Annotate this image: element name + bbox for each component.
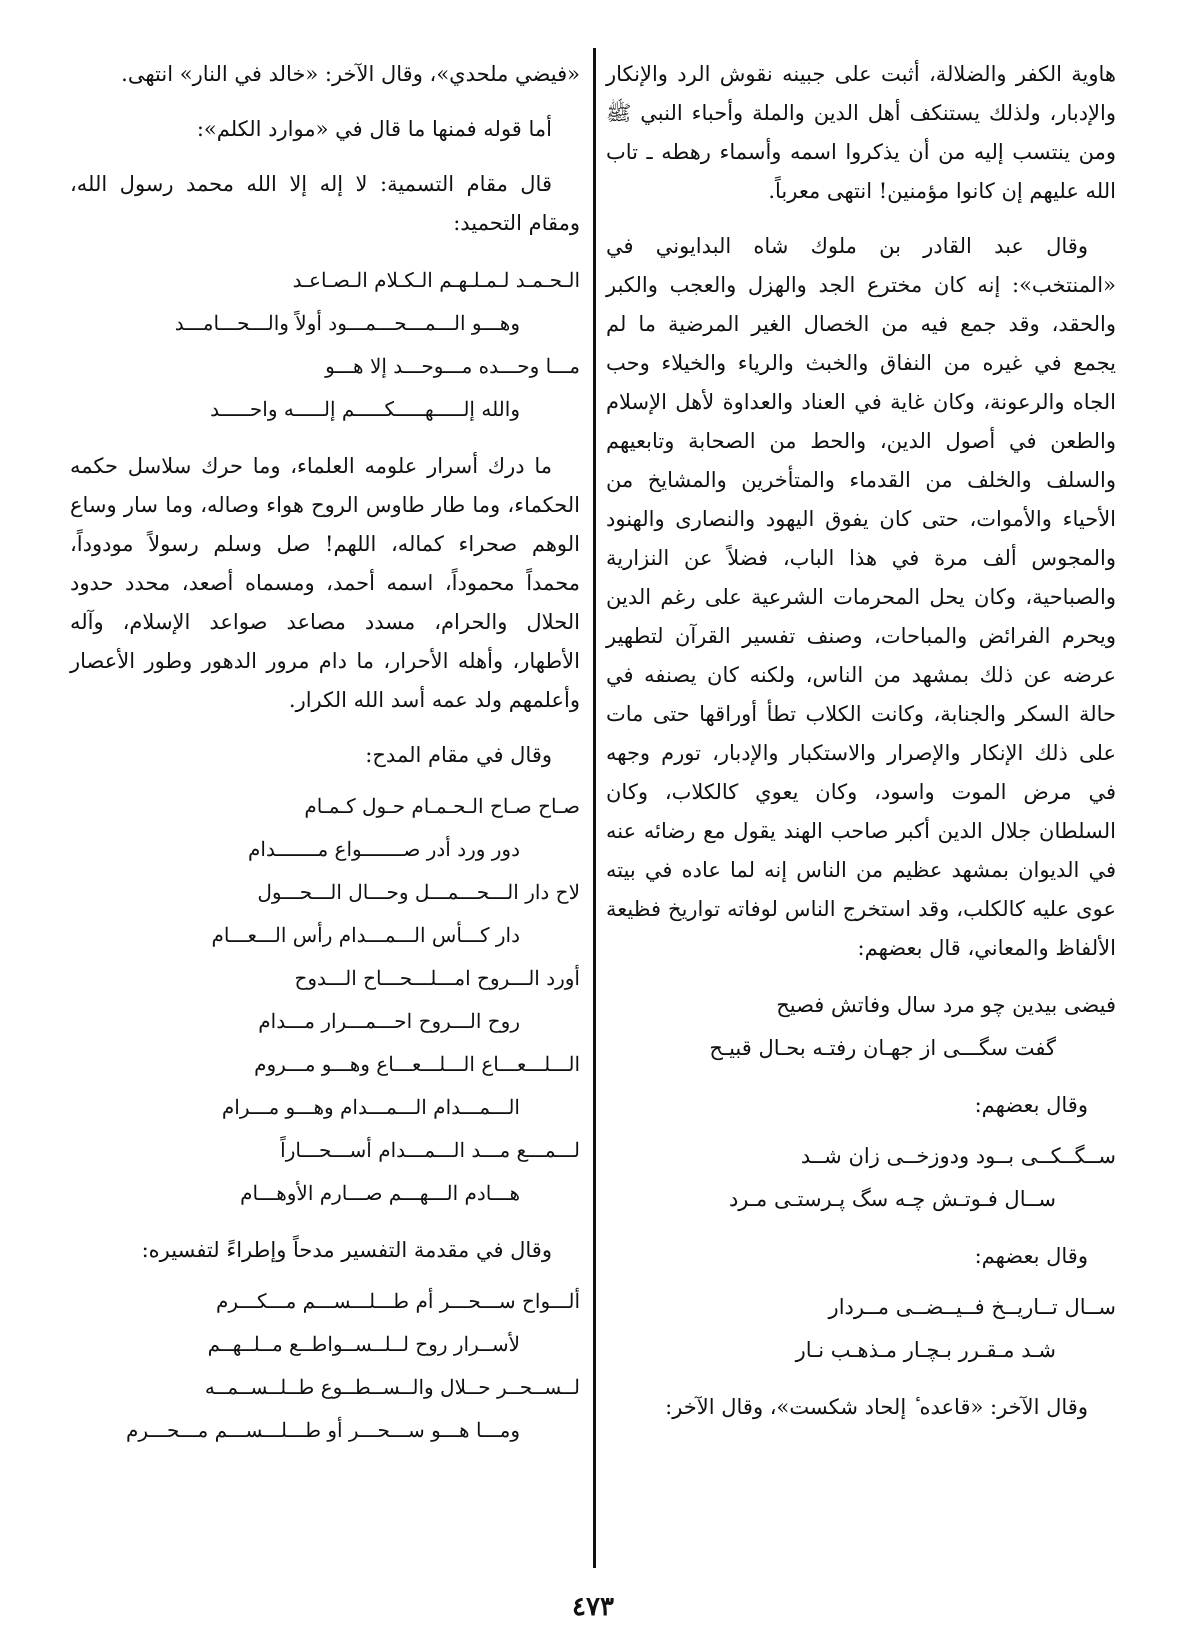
- verse-line: ســال تــاريــخ فــيــضــى مــردار: [828, 1295, 1116, 1319]
- verse-line: گفت سگـــى از جهـان رفتـه بحـال قبيـح: [709, 1036, 1056, 1060]
- section-heading: وقال في مقدمة التفسير مدحاً وإطراءً لتفسيره:: [141, 1238, 552, 1262]
- paragraph: ما درك أسرار علومه العلماء، وما حرك سلاسل حكمه الحكماء، وما طار طاوس الروح هواء وصاله، وما سار وساع الوهم صحراء كماله، اللهم! صل وسلم رسولاً مودوداً، محمداً محموداً، اسمه أحمد، ومسماه أصعد، محدد حدود الحلال والحرام، مسدد مصاعد صواعد الإسلام، وآله الأطهار، وأهله الأحرار، ما دام مرور الدهور وطور الأعصار وأعلمهم ولد عمه أسد الله الكرار.: [70, 454, 580, 712]
- verse-line: صـاح صـاح الـحـمـام حـول كـمـام: [304, 794, 580, 818]
- verse-line: لأســرار روح لــلــســواطــع مــلــهــم: [207, 1332, 520, 1356]
- verse-line: مـــا وحـــده مـــوحـــد إلا هـــو: [325, 354, 580, 378]
- section-heading: وقال في مقام المدح:: [365, 743, 552, 767]
- right-column: [606, 55, 1116, 1443]
- verse-line: لاح دار الـــحـــمـــل وحـــال الـــحـــول: [257, 880, 580, 904]
- verse-line: فيضى بيدين چو مرد سال وفاتش فصيح: [776, 993, 1116, 1017]
- paragraph: هاوية الكفر والضلالة، أثبت على جبينه نقوش الرد والإنكار والإدبار، ولذلك يستنكف أهل الدين والملة وأحباء النبي ﷺ ومن ينتسب إليه من أن يذكروا اسمه وأسماء رهطه ـ تاب الله عليهم إن كانوا مؤمنين! انتهى معرباً.: [606, 62, 1116, 203]
- page-number: ٤٧٣: [572, 1592, 614, 1622]
- verse-line: لـــمـــع مـــد الـــمـــدام أســـحـــاراً: [280, 1138, 580, 1162]
- paragraph: وقال الآخر: «قاعده ٔ إلحاد شكست»، وقال الآخر:: [665, 1395, 1088, 1419]
- section-heading: وقال بعضهم:: [974, 1244, 1088, 1268]
- verse-line: هـــادم الـــهـــم صـــارم الأوهـــام: [240, 1181, 520, 1205]
- section-heading: وقال بعضهم:: [974, 1093, 1088, 1117]
- paragraph: «فيضي ملحدي»، وقال الآخر: «خالد في النار» انتهى.: [121, 62, 580, 86]
- verse-line: والله إلـــــهـــــكـــــم إلـــــه واحـــــد: [210, 397, 520, 421]
- verse-line: لــســحــر حــلال والــســطــوع طــلــســمــه: [204, 1375, 580, 1399]
- paragraph: وقال عبد القادر بن ملوك شاه البدايوني في «المنتخب»: إنه كان مخترع الجد والهزل والعجب والكبر والحقد، وقد جمع فيه من الخصال الغير المرضية ما لم يجمع في غيره من النفاق والخبث والرياء والخيلاء وحب الجاه والرعونة، وكان غاية في العناد والعداوة لأهل الإسلام والطعن في أصول الدين، والحط من الصحابة وتابعيهم والسلف والخلف من القدماء والمتأخرين والمشايخ من الأحياء والأموات، حتى كان يفوق اليهود والنصارى والهنود والمجوس ألف مرة في هذا الباب، فضلاً عن النزارية والصباحية، وكان يحل المحرمات الشرعية على رغم الدين ويحرم الفرائض والمباحات، وصنف تفسير القرآن لتطهير عرضه عن ذلك بمشهد من الناس، ولكنه كان يصنفه في حالة السكر والجنابة، وكانت الكلاب تطأ أوراقها حتى مات على ذلك الإنكار والإصرار والاستكبار والإدبار، تورم وجهه في مرض الموت واسود، وكان يعوي كالكلاب، وكان السلطان جلال الدين أكبر صاحب الهند يقول مع رضائه عنه في الديوان بمشهد عظيم من الناس إنه لما عاده في بيته عوى عليه كالكلب، وقد استخرج الناس لوفاته تواريخ فظيعة الألفاظ والمعاني، قال بعضهم:: [606, 234, 1116, 960]
- verse-line: ومـــا هـــو ســـحـــر أو طـــلـــســـم مـــحـــرم: [126, 1418, 520, 1442]
- verse-line: أورد الـــروح امـــلـــحـــاح الـــدوح: [294, 966, 580, 990]
- arabic-verse: [70, 259, 580, 431]
- verse-line: ألـــواح ســـحـــر أم طـــلـــســـم مـــكـــرم: [215, 1289, 580, 1313]
- persian-verse: [606, 1135, 1116, 1221]
- verse-line: ســال فـوتـش چـه سگ پـرستـى مـرد: [728, 1187, 1056, 1211]
- paragraph: قال مقام التسمية: لا إله إلا الله محمد رسول الله، ومقام التحميد:: [70, 172, 580, 235]
- verse-line: دور ورد أدر صـــــــواع مـــــــدام: [248, 837, 520, 861]
- verse-line: ســگــكــى بــود ودوزخــى زان شــد: [800, 1144, 1116, 1168]
- column-divider: [593, 48, 596, 1568]
- left-column: [70, 55, 580, 1468]
- arabic-verse: [70, 1280, 580, 1452]
- arabic-verse: [70, 785, 580, 1215]
- verse-line: وهـــو الـــمـــحـــمـــود أولاً والـــحـــامـــد: [174, 311, 520, 335]
- verse-line: روح الـــروح احـــمـــرار مـــدام: [258, 1009, 520, 1033]
- verse-line: شـد مـقـرر بـچـار مـذهـب نـار: [795, 1338, 1056, 1362]
- verse-line: دار كـــأس الـــمـــدام رأس الـــعـــام: [211, 923, 520, 947]
- verse-line: الـــمـــدام الـــمـــدام وهـــو مـــرام: [221, 1095, 520, 1119]
- paragraph: أما قوله فمنها ما قال في «موارد الكلم»:: [196, 117, 552, 141]
- persian-verse: [606, 984, 1116, 1070]
- persian-verse: [606, 1286, 1116, 1372]
- verse-line: الـــلـــعـــاع الـــلـــعـــاع وهـــو مـــروم: [254, 1052, 580, 1076]
- verse-line: الـحـمـد لـمـلـهـم الـكـلام الـصـاعـد: [292, 268, 580, 292]
